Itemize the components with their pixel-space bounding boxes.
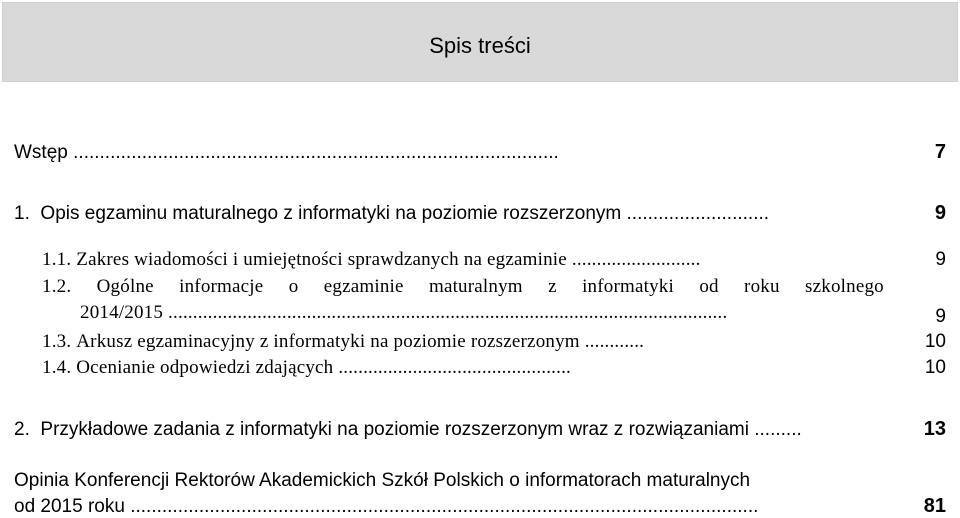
toc-entry-number: 1.2. [42, 276, 72, 297]
toc-leader-dots: ......... [748, 419, 802, 440]
toc-leader-dots: ............................................... [333, 357, 571, 378]
toc-entry-1-3[interactable] [42, 331, 882, 353]
toc-entry-number: 1.1. [42, 249, 72, 270]
toc-entry-word: maturalnym [428, 276, 523, 297]
toc-entry-title: Opis egzaminu maturalnego z informatyki na poziomie rozszerzonym [40, 203, 622, 224]
toc-entry-title: Zakres wiadomości i umiejętności sprawdzanych na egzaminie [76, 249, 567, 270]
toc-page-number: 9 [935, 306, 946, 327]
toc-page-number: 9 [935, 249, 946, 270]
toc-entry-title: Arkusz egzaminacyjny z informatyki na poziomie rozszerzonym [76, 331, 580, 352]
toc-entry-word: szkolnego [805, 276, 884, 297]
toc-page-number: 81 [923, 495, 946, 517]
toc-page-number: 10 [924, 331, 946, 352]
toc-entry-number: 1.3. [42, 331, 72, 352]
toc-leader-dots: .......................... [566, 249, 701, 270]
toc-entry-word: z [548, 276, 557, 297]
toc-leader-dots: ................................................................................................................. [163, 302, 728, 323]
toc-entry-word: roku [744, 276, 780, 297]
toc-entry-number: 1.4. [42, 357, 72, 378]
toc-entry-word: egzaminie [323, 276, 404, 297]
toc-page-number: 13 [923, 418, 946, 440]
toc-entry-title: Przykładowe zadania z informatyki na poziomie rozszerzonym wraz z rozwiązaniami [40, 419, 749, 440]
toc-entry-word: informatyki [582, 276, 674, 297]
toc-title: Spis treści [429, 33, 531, 58]
toc-entry-2[interactable] [14, 419, 894, 441]
toc-leader-dots: ............................................................................................ [67, 142, 559, 163]
toc-entry-title: Opinia Konferencji Rektorów Akademickich Szkół Polskich o informatorach maturalnych [14, 470, 751, 491]
toc-entry-title: Ocenianie odpowiedzi zdających [76, 357, 334, 378]
toc-entry-opinia[interactable] [14, 470, 894, 492]
toc-page-number: 9 [934, 202, 946, 224]
toc-entry-title: Wstęp [14, 142, 68, 163]
toc-entry-number: 2. [14, 419, 30, 440]
toc-entry-word: o [288, 276, 299, 297]
toc-leader-dots: ........................... [621, 203, 770, 224]
toc-entry-title: 2014/2015 [80, 302, 164, 323]
toc-entry-opinia-continuation[interactable] [14, 496, 894, 518]
toc-entry-1-1[interactable] [42, 249, 892, 271]
toc-entry-word: Ogólne [96, 276, 154, 297]
toc-entry-word: informacje [179, 276, 264, 297]
toc-page-number: 10 [924, 357, 946, 378]
toc-leader-dots: ............ [579, 331, 645, 352]
toc-entry-1[interactable] [14, 203, 894, 225]
toc-entry-title-line [42, 276, 884, 298]
toc-page-number: 7 [934, 141, 946, 163]
toc-entry-1-2[interactable] [42, 276, 884, 298]
toc-entry-title: od 2015 roku [14, 496, 125, 517]
toc-entry-1-2-continuation[interactable] [80, 302, 880, 324]
toc-entry-1-4[interactable] [42, 357, 882, 379]
toc-leader-dots: ....................................................................................................................... [124, 496, 759, 517]
toc-entry-word: od [699, 276, 719, 297]
toc-entry-number: 1. [14, 203, 30, 224]
toc-entry-wstep[interactable] [14, 142, 894, 164]
